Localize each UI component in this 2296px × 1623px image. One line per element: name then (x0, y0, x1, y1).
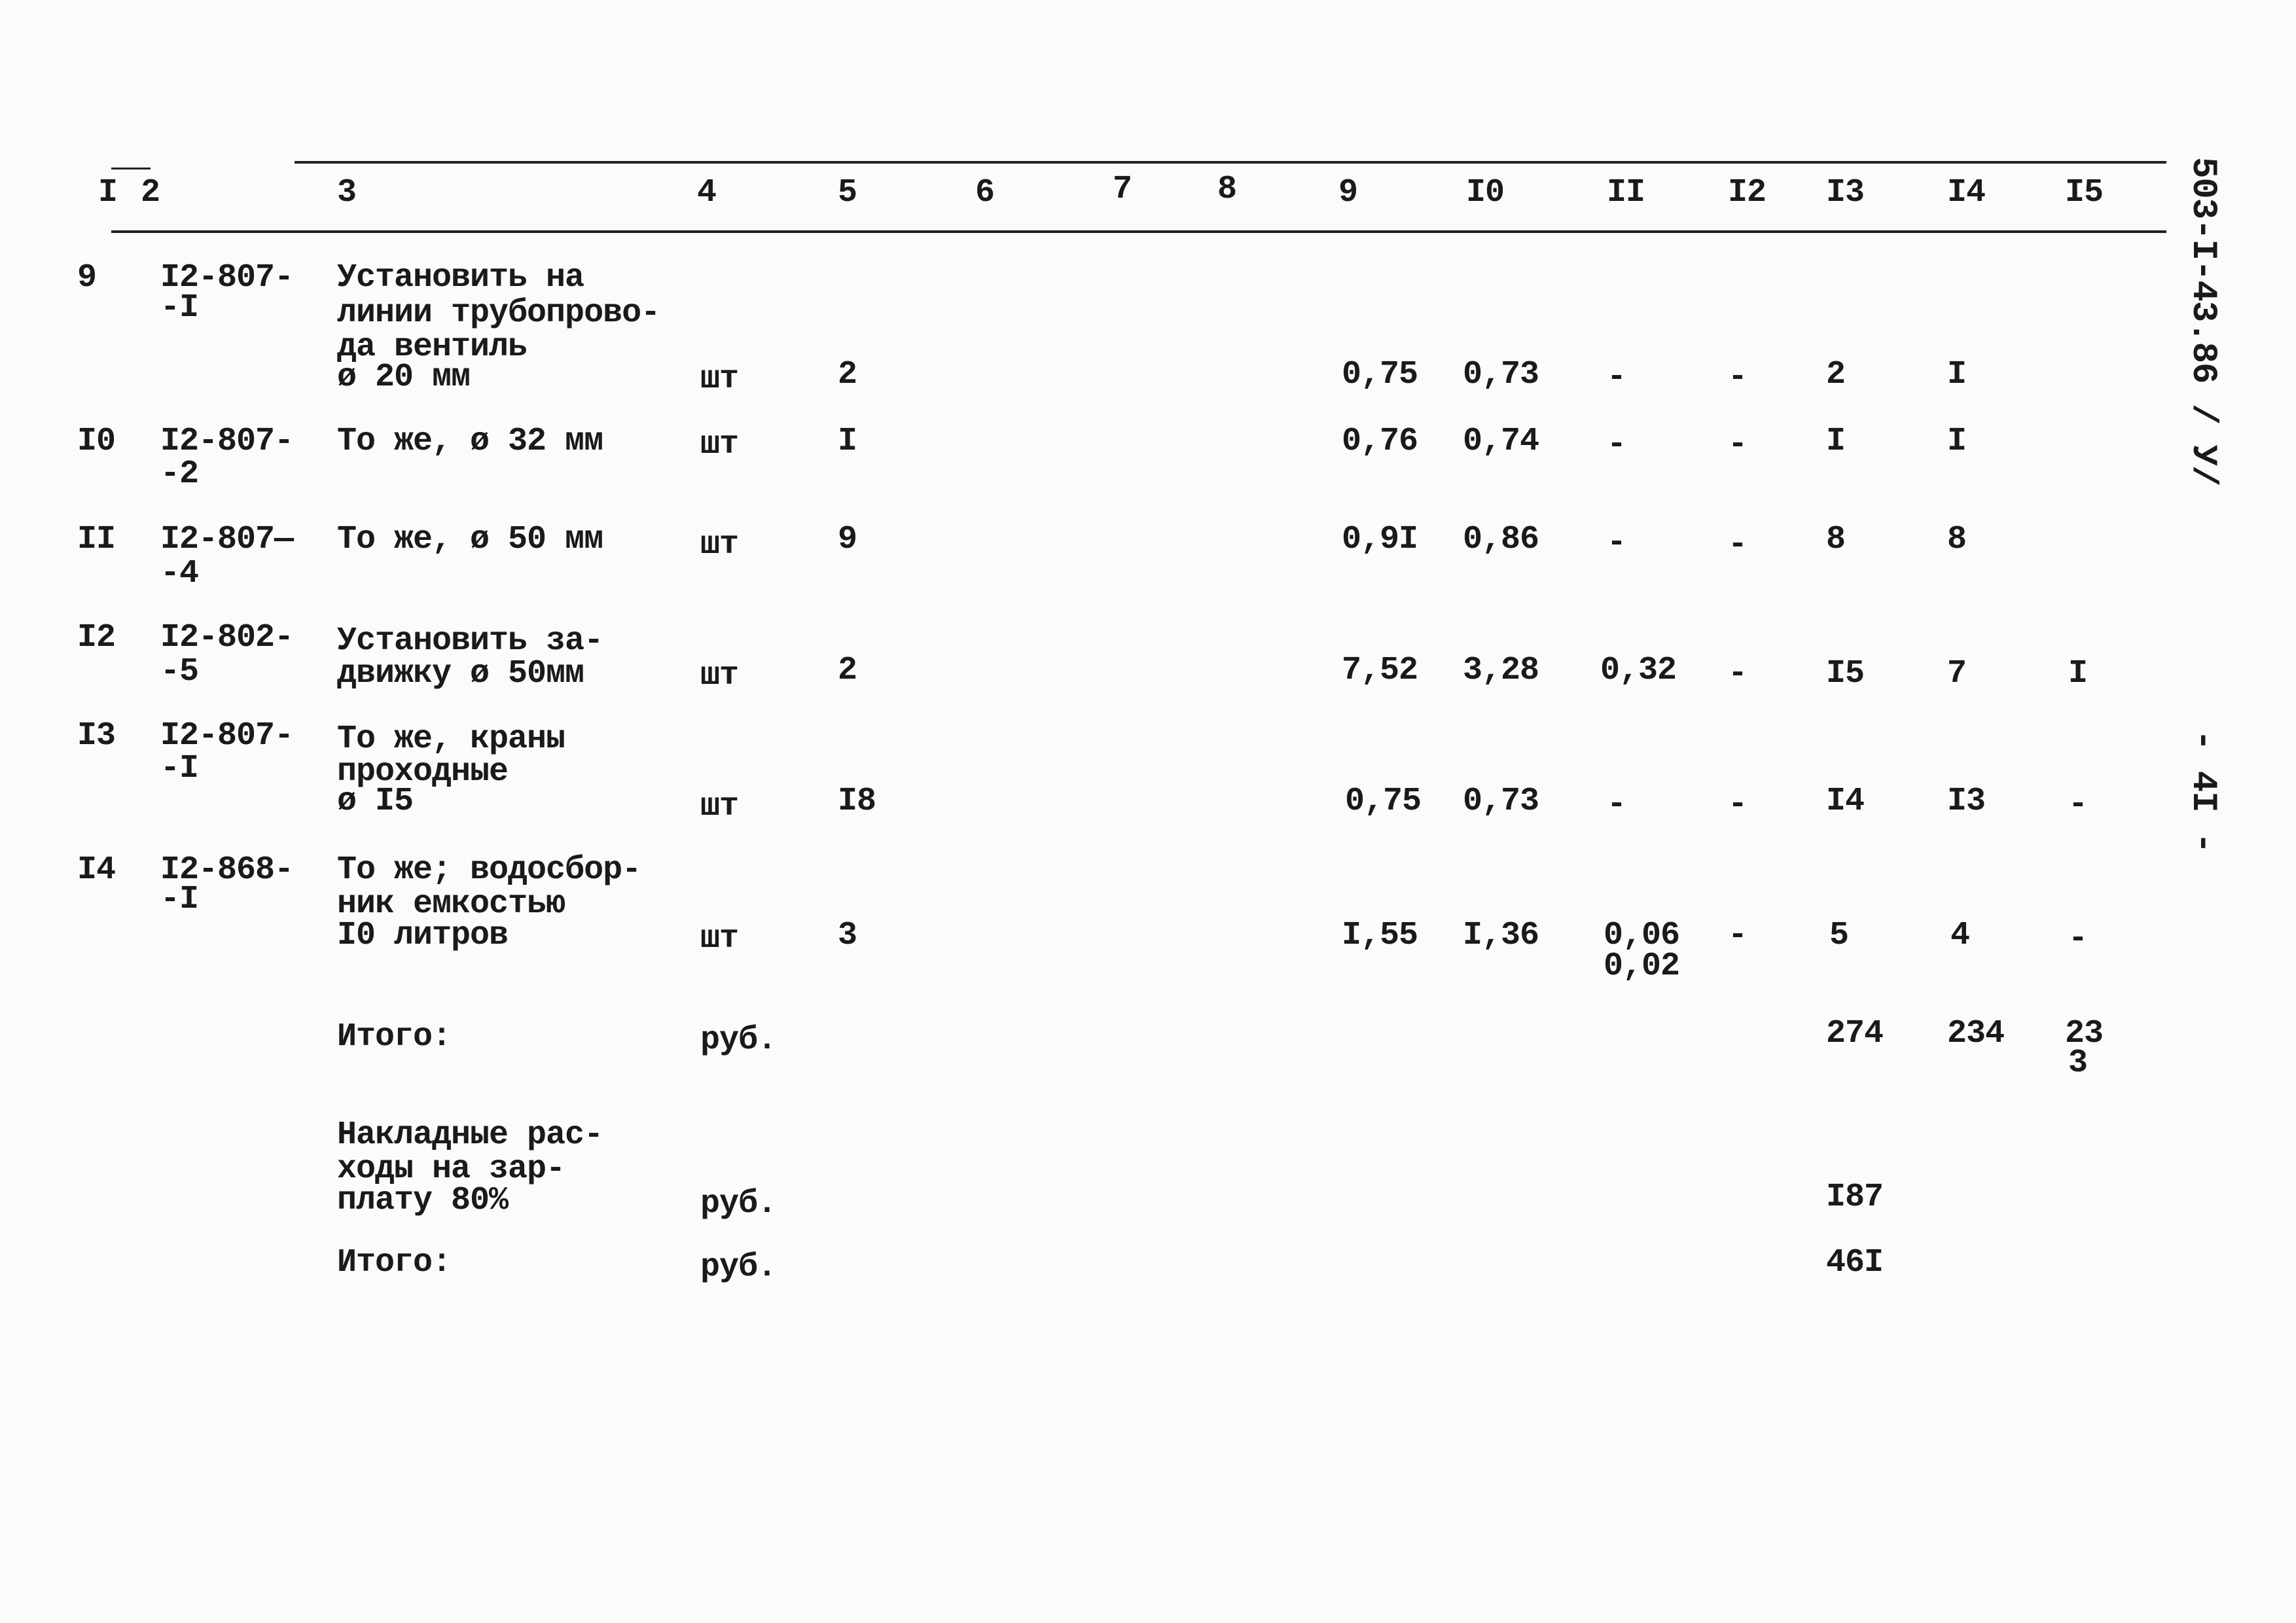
row-number: I0 (77, 423, 116, 460)
total-c15: 23 (2065, 1015, 2104, 1052)
row-c11: 0,06 (1604, 917, 1680, 954)
total-c13: 274 (1826, 1015, 1884, 1052)
row-c12: - (1728, 786, 1748, 823)
header-bottom-rule (111, 230, 2166, 233)
row-c11: - (1607, 524, 1626, 562)
row-c12: - (1728, 359, 1748, 396)
row-unit: шт (700, 657, 739, 694)
overhead-label: плату 80% (337, 1182, 509, 1219)
col-header: 6 (975, 174, 995, 211)
row-c5: I (838, 423, 857, 460)
total-label: Итого: (337, 1018, 452, 1056)
row-desc: ø 20 мм (337, 359, 471, 396)
row-code: -I (160, 289, 199, 327)
row-c10: 0,74 (1463, 423, 1539, 460)
header-top-rule-left (111, 168, 151, 169)
col-header: 7 (1113, 171, 1132, 208)
row-code: -I (160, 881, 199, 918)
row-code: I2-807- (160, 423, 294, 460)
total-c14: 234 (1947, 1015, 2005, 1052)
row-c10: 0,73 (1463, 783, 1539, 820)
row-number: I4 (77, 851, 116, 889)
row-unit: шт (700, 426, 739, 463)
col-header: II (1607, 174, 1645, 211)
row-code: -4 (160, 555, 199, 592)
row-c13: 8 (1826, 521, 1846, 558)
row-c5: I8 (838, 783, 876, 820)
row-c15: - (2068, 786, 2088, 823)
row-c13: I4 (1826, 783, 1865, 820)
row-desc: движку ø 50мм (337, 655, 584, 692)
row-c10: I,36 (1463, 917, 1539, 954)
total-c15: 3 (2068, 1044, 2088, 1082)
total-unit: руб. (700, 1022, 777, 1059)
row-c11: - (1607, 426, 1626, 463)
row-c5: 2 (838, 356, 857, 393)
row-desc: линии трубопрово- (337, 294, 660, 332)
col-header: 3 (337, 174, 357, 211)
col-header: 4 (697, 174, 717, 211)
row-desc: ник емкостью (337, 885, 565, 923)
row-code: -I (160, 750, 199, 787)
row-c14: I (1947, 423, 1967, 460)
row-c14: 8 (1947, 521, 1967, 558)
row-c13: 2 (1826, 356, 1846, 393)
row-code: I2-868- (160, 851, 294, 889)
row-code: -5 (160, 653, 199, 690)
row-c15: - (2068, 920, 2088, 957)
overhead-unit: руб. (700, 1185, 777, 1222)
col-header: I0 (1466, 174, 1505, 211)
row-code: I2-807— (160, 521, 294, 558)
row-desc: Установить на (337, 259, 584, 296)
row-desc: То же, ø 32 мм (337, 423, 603, 460)
col-header: I4 (1947, 174, 1986, 211)
row-c9: 0,75 (1345, 783, 1422, 820)
grand-total-label: Итого: (337, 1244, 452, 1281)
row-desc: То же, ø 50 мм (337, 521, 603, 558)
col-header: I5 (2065, 174, 2104, 211)
row-c14: 4 (1950, 917, 1970, 954)
col-header: 2 (141, 174, 160, 211)
overhead-c13: I87 (1826, 1179, 1884, 1216)
row-desc: проходные (337, 753, 509, 791)
row-c14: I (1947, 356, 1967, 393)
row-c11: 0,32 (1600, 652, 1677, 689)
row-c9: I,55 (1342, 917, 1418, 954)
col-header: 9 (1338, 174, 1358, 211)
row-c5: 3 (838, 917, 857, 954)
row-c15: I (2068, 655, 2088, 692)
row-unit: шт (700, 361, 739, 398)
row-c10: 3,28 (1463, 652, 1539, 689)
row-c10: 0,86 (1463, 521, 1539, 558)
row-code: I2-802- (160, 619, 294, 656)
row-c13: I (1826, 423, 1846, 460)
row-c11: - (1607, 359, 1626, 396)
grand-total-c13: 46I (1826, 1244, 1884, 1281)
col-header: 8 (1217, 171, 1237, 208)
row-desc: То же, краны (337, 721, 565, 758)
row-unit: шт (700, 920, 739, 957)
row-c13: 5 (1829, 917, 1849, 954)
col-header: I3 (1826, 174, 1865, 211)
row-c12: - (1728, 917, 1748, 954)
row-c11: - (1607, 786, 1626, 823)
row-c11: 0,02 (1604, 948, 1680, 985)
row-unit: шт (700, 788, 739, 825)
row-desc: ø I5 (337, 783, 414, 820)
row-c9: 0,75 (1342, 356, 1418, 393)
overhead-label: ходы на зар- (337, 1150, 565, 1188)
header-top-rule (295, 161, 2166, 164)
row-c14: 7 (1947, 655, 1967, 692)
row-unit: шт (700, 526, 739, 563)
row-c5: 9 (838, 521, 857, 558)
row-code: I2-807- (160, 717, 294, 755)
row-c9: 0,9I (1342, 521, 1418, 558)
row-number: 9 (77, 259, 97, 296)
row-c12: - (1728, 526, 1748, 563)
document-code: 503-I-43.86 / У/ (2183, 157, 2223, 486)
row-c10: 0,73 (1463, 356, 1539, 393)
row-c14: I3 (1947, 783, 1986, 820)
page-number: - 4I - (2183, 730, 2223, 853)
row-c5: 2 (838, 652, 857, 689)
row-c9: 7,52 (1342, 652, 1418, 689)
row-code: I2-807- (160, 259, 294, 296)
row-c13: I5 (1826, 655, 1865, 692)
row-number: I3 (77, 717, 116, 755)
row-c12: - (1728, 426, 1748, 463)
row-c12: - (1728, 655, 1748, 692)
grand-total-unit: руб. (700, 1249, 777, 1286)
row-number: II (77, 521, 116, 558)
row-desc: Установить за- (337, 622, 603, 660)
col-header: I (98, 174, 118, 211)
col-header: 5 (838, 174, 857, 211)
row-desc: I0 литров (337, 917, 509, 954)
row-c9: 0,76 (1342, 423, 1418, 460)
row-code: -2 (160, 455, 199, 493)
row-number: I2 (77, 619, 116, 656)
row-desc: То же; водосбор- (337, 851, 641, 889)
overhead-label: Накладные рас- (337, 1116, 603, 1154)
col-header: I2 (1728, 174, 1767, 211)
row-desc: да вентиль (337, 329, 528, 366)
